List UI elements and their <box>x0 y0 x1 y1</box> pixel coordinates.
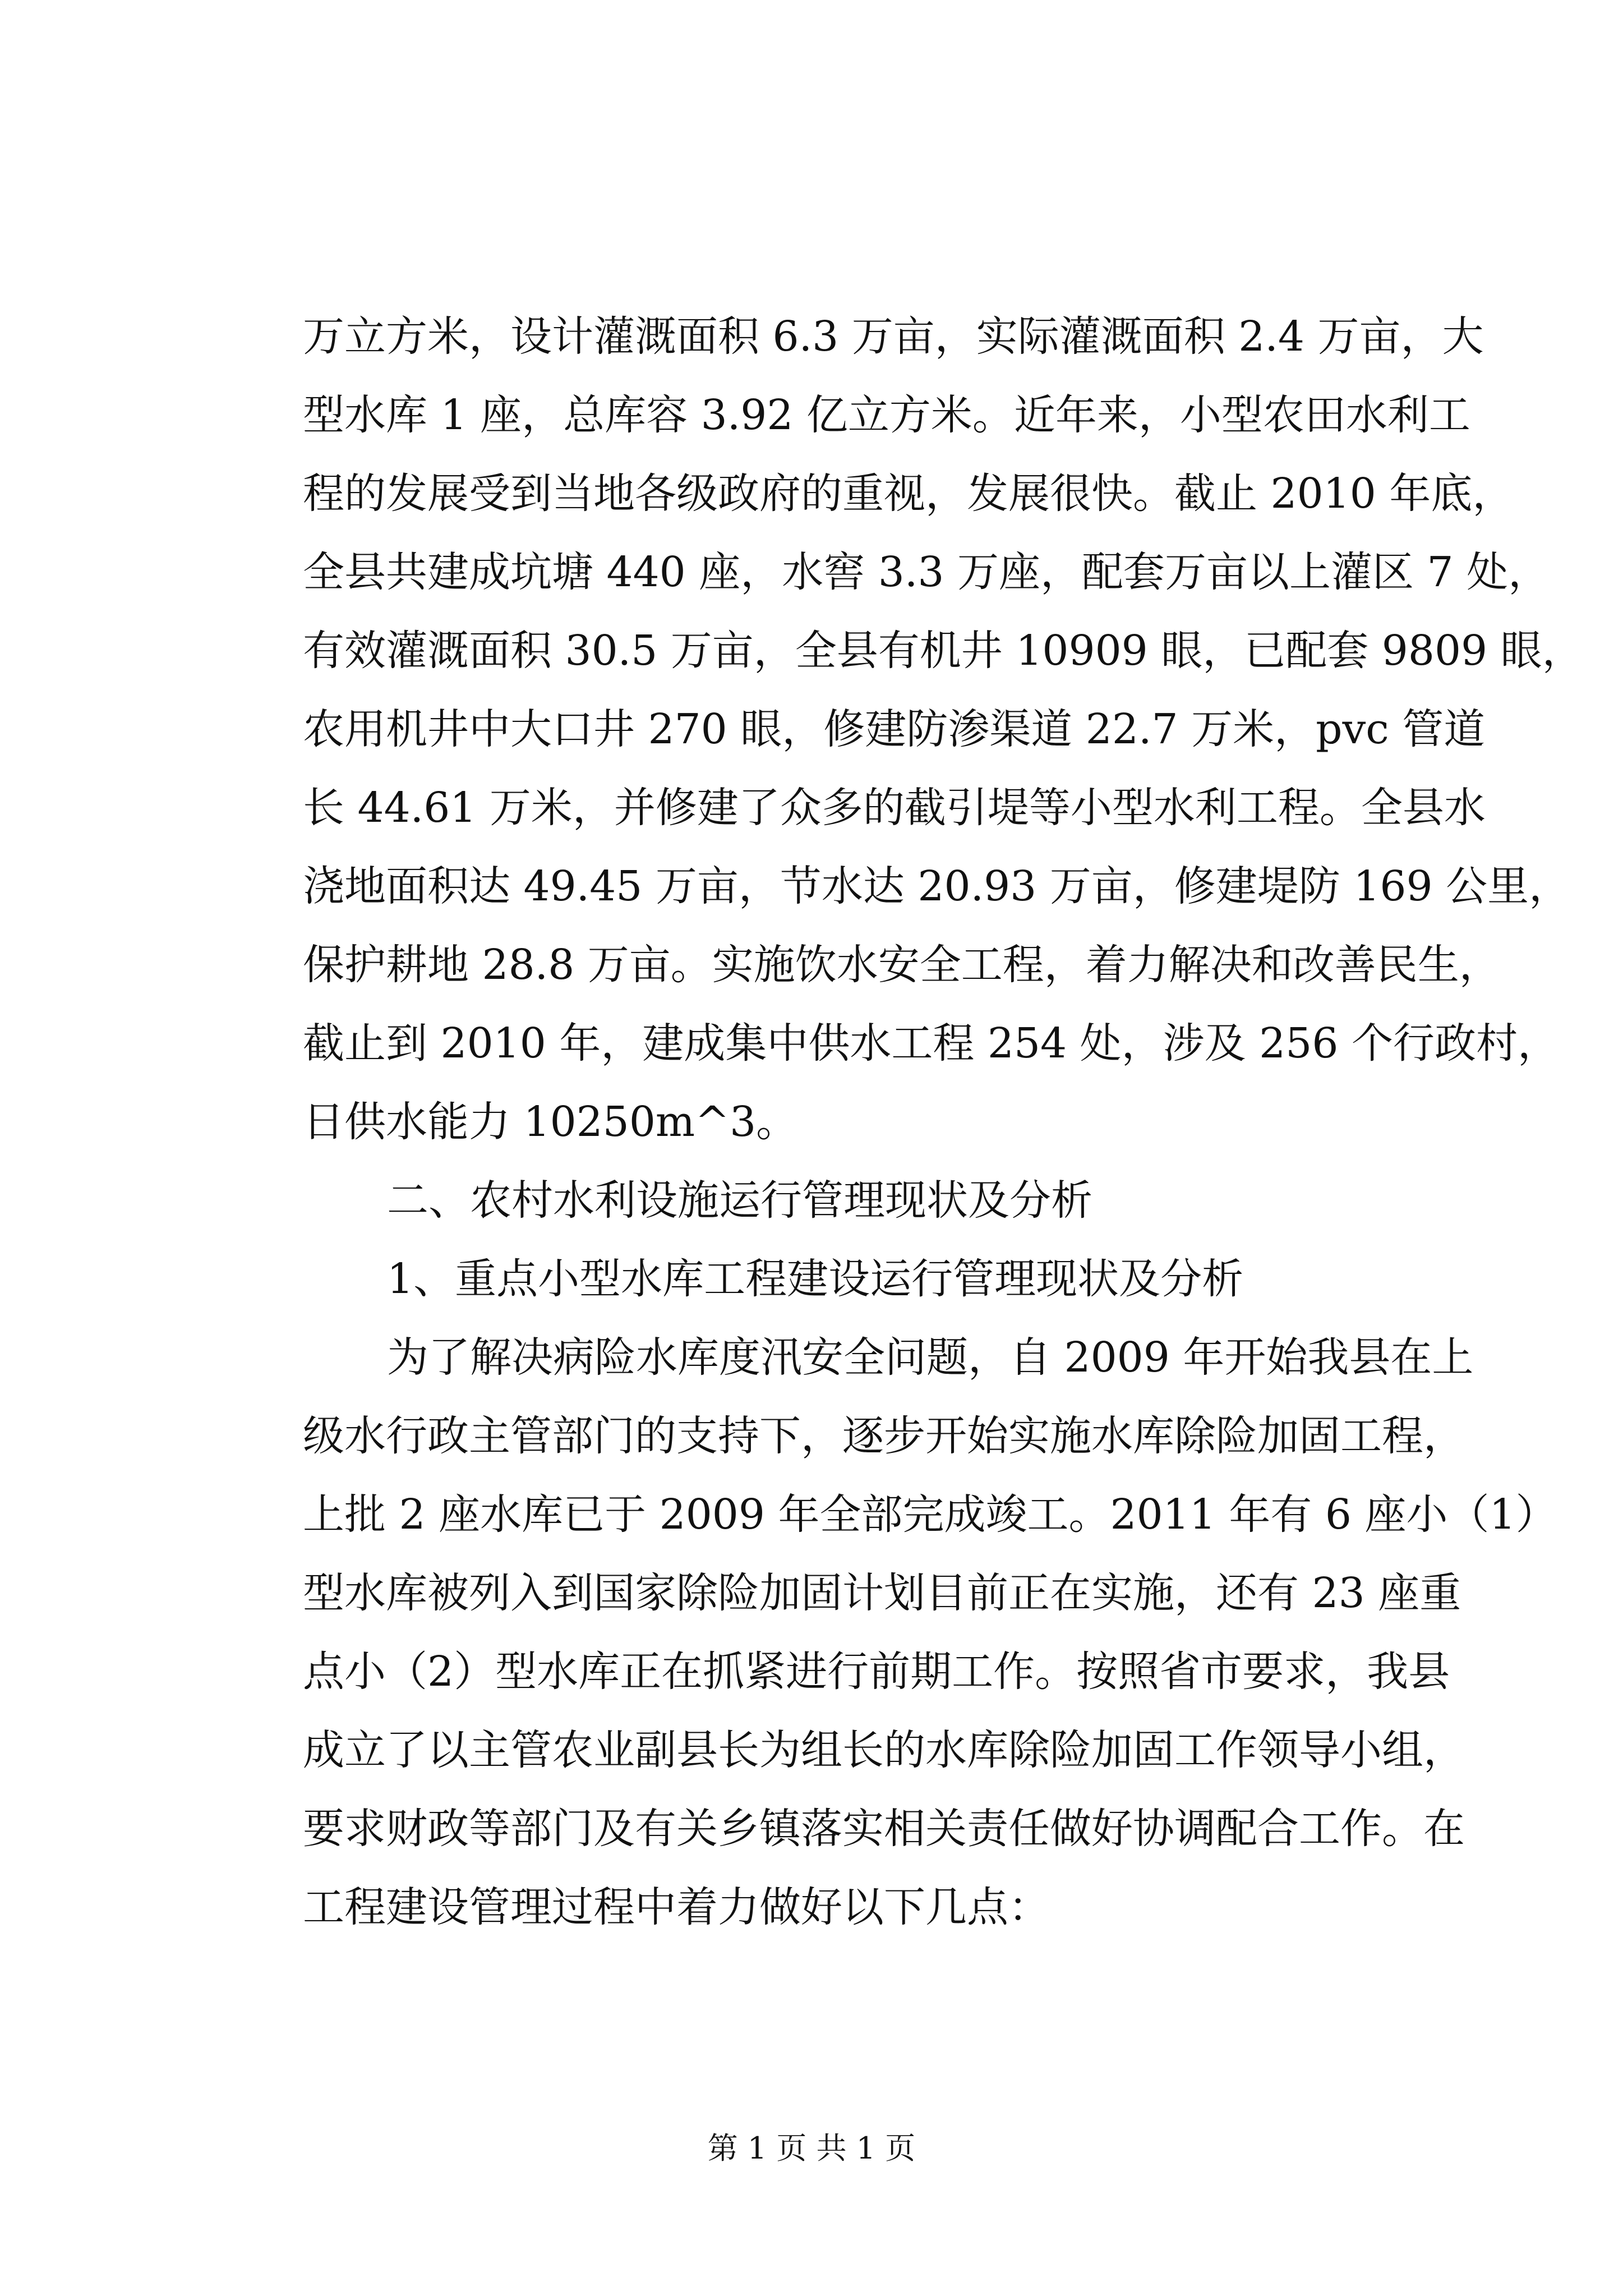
text-line-10: 截止到 2010 年，建成集中供水工程 254 处，涉及 256 个行政村， <box>303 1019 1559 1068</box>
text-line-21: 工程建设管理过程中着力做好以下几点： <box>303 1883 1050 1931</box>
text-line-8: 浇地面积达 49.45 万亩，节水达 20.93 万亩，修建堤防 169 公里， <box>303 862 1571 910</box>
section-heading: 二、农村水利设施运行管理现状及分析 <box>387 1176 1092 1225</box>
text-line-18: 点小（2）型水库正在抓紧进行前期工作。按照省市要求，我县 <box>303 1648 1450 1696</box>
text-line-5: 有效灌溉面积 30.5 万亩，全县有机井 10909 眼，已配套 9809 眼， <box>303 627 1584 675</box>
text-line-15: 级水行政主管部门的支持下，逐步开始实施水库除险加固工程， <box>303 1412 1465 1460</box>
text-line-11: 日供水能力 10250m^3。 <box>303 1098 798 1146</box>
text-line-17: 型水库被列入到国家除险加固计划目前正在实施，还有 23 座重 <box>303 1569 1461 1617</box>
subsection-heading: 1、重点小型水库工程建设运行管理现状及分析 <box>387 1255 1244 1303</box>
text-line-1: 万立方米，设计灌溉面积 6.3 万亩，实际灌溉面积 2.4 万亩，大 <box>303 312 1484 361</box>
text-line-2: 型水库 1 座，总库容 3.92 亿立方米。近年来，小型农田水利工 <box>303 391 1470 439</box>
text-line-14: 为了解决病险水库度汛安全问题，自 2009 年开始我县在上 <box>387 1333 1474 1382</box>
text-line-20: 要求财政等部门及有关乡镇落实相关责任做好协调配合工作。在 <box>303 1805 1465 1853</box>
page-footer: 第 1 页 共 1 页 <box>707 2131 916 2166</box>
text-line-7: 长 44.61 万米，并修建了众多的截引堤等小型水利工程。全县水 <box>303 784 1486 832</box>
text-line-9: 保护耕地 28.8 万亩。实施饮水安全工程，着力解决和改善民生， <box>303 941 1501 989</box>
text-line-19: 成立了以主管农业副县长为组长的水库除险加固工作领导小组， <box>303 1726 1465 1774</box>
text-line-6: 农用机井中大口井 270 眼，修建防渗渠道 22.7 万米，pvc 管道 <box>303 705 1486 753</box>
text-line-3: 程的发展受到当地各级政府的重视，发展很快。截止 2010 年底， <box>303 470 1514 518</box>
text-line-16: 上批 2 座水库已于 2009 年全部完成竣工。2011 年有 6 座小（1） <box>303 1490 1557 1539</box>
text-line-4: 全县共建成坑塘 440 座，水窖 3.3 万座，配套万亩以上灌区 7 处， <box>303 548 1550 596</box>
